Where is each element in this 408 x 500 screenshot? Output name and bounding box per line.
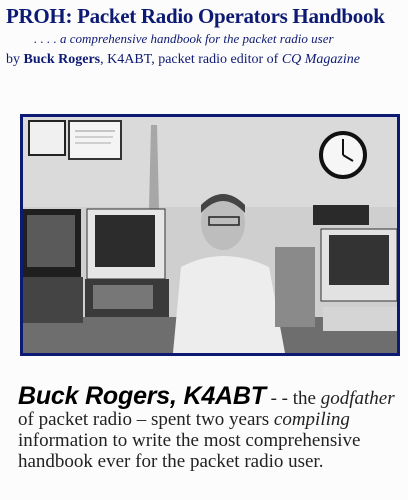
radio-transceiver [313, 205, 369, 225]
byline-prefix: by [6, 52, 24, 67]
byline [6, 52, 360, 68]
caption-compiling: compiling [273, 409, 350, 430]
caption-part-2: of packet radio – spent two years [18, 409, 274, 430]
person-shirt [173, 256, 285, 353]
certificate-frame-1 [29, 121, 65, 155]
certificate-frame-2 [69, 121, 121, 159]
caption-part-3: information to write the most comprehensive handbook ever for the packet radio user. [18, 430, 361, 472]
caption-godfather: godfather [320, 388, 395, 409]
author-photo [20, 114, 400, 356]
caption-name: Buck Rogers, K4ABT [18, 382, 266, 410]
keyboard [323, 307, 397, 331]
photo-illustration [23, 117, 397, 353]
caption-part-1: - - the [265, 388, 321, 409]
subtitle: . . . . a comprehensive handbook for the packet radio user [34, 31, 334, 46]
byline-magazine: CQ Magazine [281, 52, 360, 67]
byline-middle: , K4ABT, packet radio editor of [100, 52, 282, 67]
caption [18, 382, 398, 472]
equipment-rack [275, 247, 315, 327]
page-title: PROH: Packet Radio Operators Handbook [6, 4, 385, 28]
byline-author: Buck Rogers [23, 52, 101, 67]
